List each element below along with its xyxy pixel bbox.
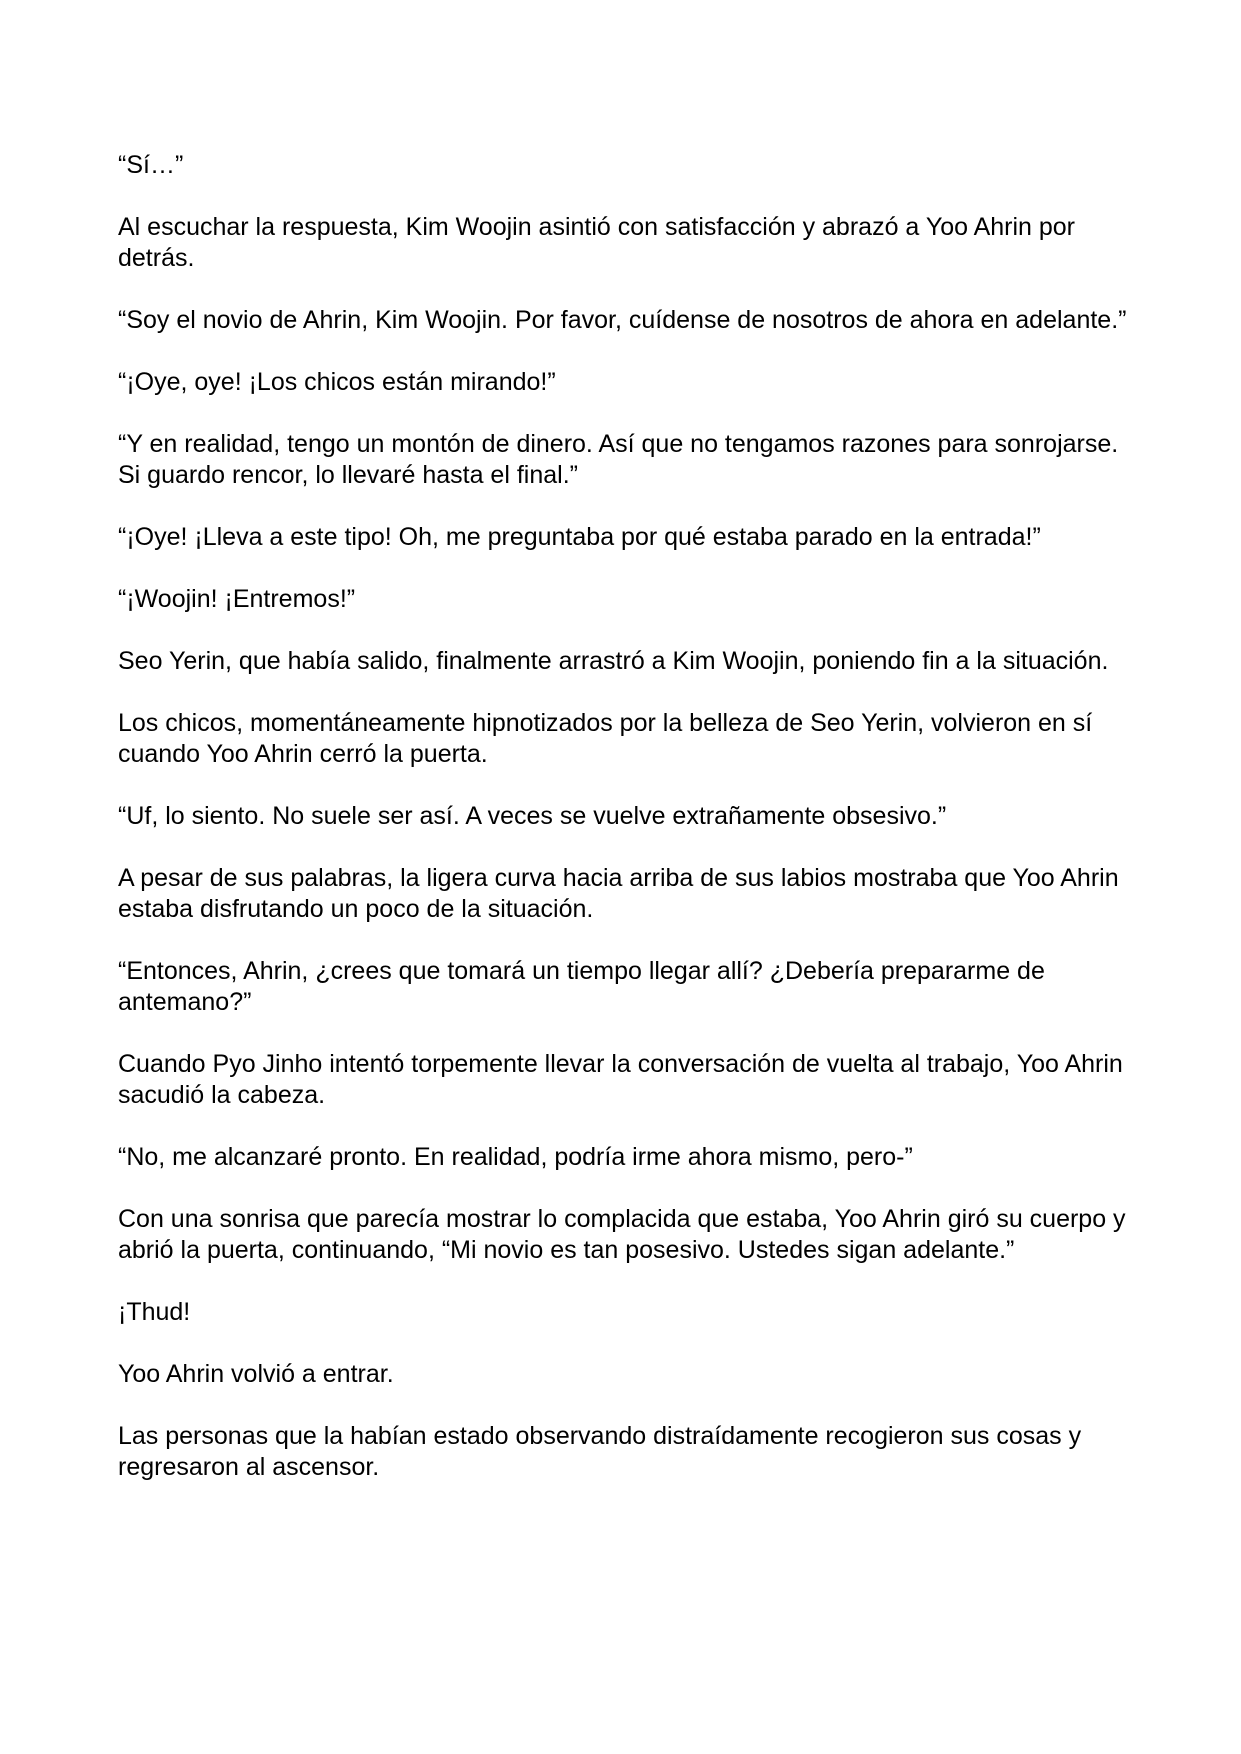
paragraph: Al escuchar la respuesta, Kim Woojin asintió con satisfacción y abrazó a Yoo Ahrin por detrás.	[118, 213, 1076, 272]
paragraph: “¡Woojin! ¡Entremos!”	[118, 585, 356, 613]
paragraph: ¡Thud!	[118, 1298, 191, 1326]
paragraph: Las personas que la habían estado observando distraídamente recogieron sus cosas y regresaron al ascensor.	[118, 1422, 1082, 1481]
paragraph: Yoo Ahrin volvió a entrar.	[118, 1360, 394, 1388]
paragraph: A pesar de sus palabras, la ligera curva hacia arriba de sus labios mostraba que Yoo Ahrin estaba disfrutando un poco de la situación.	[118, 864, 1119, 923]
document-body	[118, 150, 1138, 1483]
paragraph: Los chicos, momentáneamente hipnotizados por la belleza de Seo Yerin, volvieron en sí cuando Yoo Ahrin cerró la puerta.	[118, 709, 1093, 768]
paragraph: “Y en realidad, tengo un montón de dinero. Así que no tengamos razones para sonrojarse. Si guardo rencor, lo llevaré hasta el final.”	[118, 430, 1119, 489]
paragraph: “Entonces, Ahrin, ¿crees que tomará un tiempo llegar allí? ¿Debería prepararme de antemano?”	[118, 957, 1045, 1016]
paragraph: “¡Oye! ¡Lleva a este tipo! Oh, me preguntaba por qué estaba parado en la entrada!”	[118, 523, 1041, 551]
paragraph: “Sí…”	[118, 151, 184, 179]
paragraph: Cuando Pyo Jinho intentó torpemente llevar la conversación de vuelta al trabajo, Yoo Ahrin sacudió la cabeza.	[118, 1050, 1123, 1109]
paragraph: Seo Yerin, que había salido, finalmente arrastró a Kim Woojin, poniendo fin a la situación.	[118, 647, 1109, 675]
paragraph: “¡Oye, oye! ¡Los chicos están mirando!”	[118, 368, 556, 396]
paragraph: Con una sonrisa que parecía mostrar lo complacida que estaba, Yoo Ahrin giró su cuerpo y abrió la puerta, continuando, “Mi novio es tan posesivo. Ustedes sigan adelante.”	[118, 1205, 1126, 1264]
paragraph: “Soy el novio de Ahrin, Kim Woojin. Por favor, cuídense de nosotros de ahora en adelante.”	[118, 306, 1127, 334]
paragraph: “No, me alcanzaré pronto. En realidad, podría irme ahora mismo, pero-”	[118, 1143, 913, 1171]
paragraph: “Uf, lo siento. No suele ser así. A veces se vuelve extrañamente obsesivo.”	[118, 802, 947, 830]
